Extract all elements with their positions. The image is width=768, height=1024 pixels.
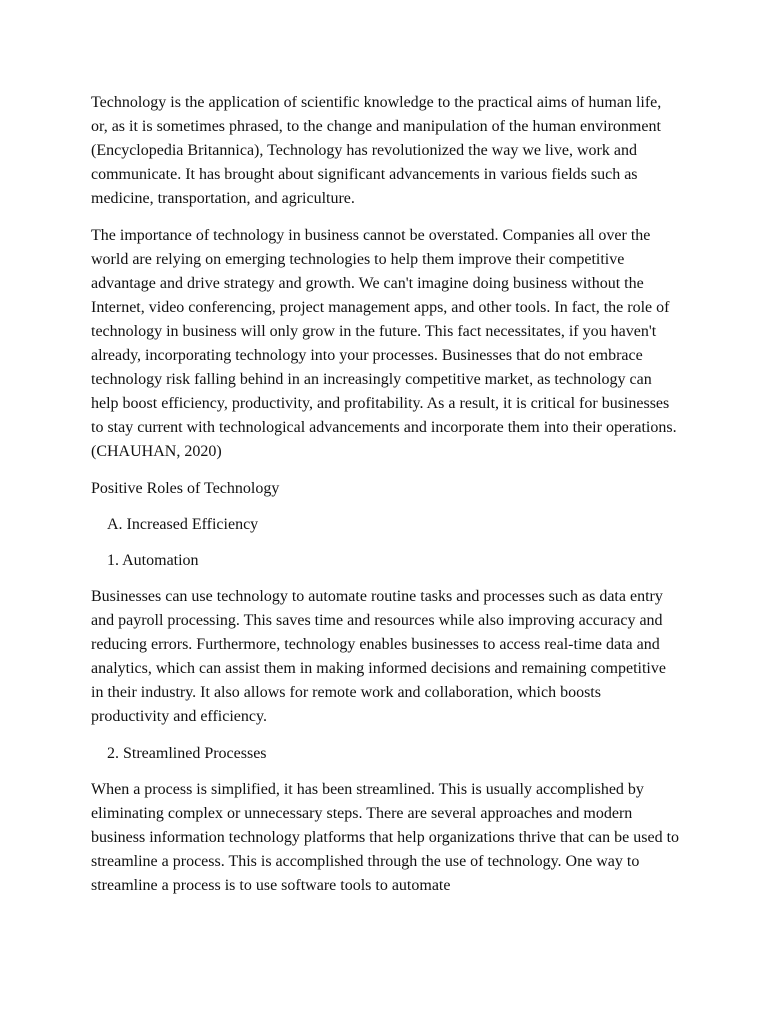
automation-paragraph: Businesses can use technology to automate routine tasks and processes such as data entry and payroll processing. This saves time and resources while also improving accuracy and reducing errors. Furthermore, technology enables businesses to access real-time data and analytics, which can assist them in making informed decisions and remaining competitive in their industry. It also allows for remote work and collaboration, which boosts productivity and efficiency. <box>91 588 666 725</box>
business-importance-paragraph: The importance of technology in business cannot be overstated. Companies all over the world are relying on emerging technologies to help them improve their competitive advantage and drive strategy and growth. We can't imagine doing business without the Internet, video conferencing, project management apps, and other tools. In fact, the role of technology in business will only grow in the future. This fact necessitates, if you haven't already, incorporating technology into your processes. Businesses that do not embrace technology risk falling behind in an increasingly competitive market, as technology can help boost efficiency, productivity, and profitability. As a result, it is critical for businesses to stay current with technological advancements and incorporate them into their operations.(CHAUHAN, 2020) <box>91 227 677 460</box>
document-body <box>91 91 681 911</box>
item-heading-automation: 1. Automation <box>107 552 199 569</box>
streamlined-paragraph: When a process is simplified, it has been streamlined. This is usually accomplished by eliminating complex or unnecessary steps. There are several approaches and modern business information technology platforms that help organizations thrive that can be used to streamline a process. This is accomplished through the use of technology. One way to streamline a process is to use software tools to automate <box>91 781 680 894</box>
item-heading-streamlined: 2. Streamlined Processes <box>107 745 267 762</box>
subsection-heading: A. Increased Efficiency <box>107 516 259 533</box>
section-heading: Positive Roles of Technology <box>91 480 280 497</box>
intro-paragraph: Technology is the application of scientific knowledge to the practical aims of human life, or, as it is sometimes phrased, to the change and manipulation of the human environment (Encyclopedia Britannica), Technology has revolutionized the way we live, work and communicate. It has brought about significant advancements in various fields such as medicine, transportation, and agriculture. <box>91 94 662 207</box>
